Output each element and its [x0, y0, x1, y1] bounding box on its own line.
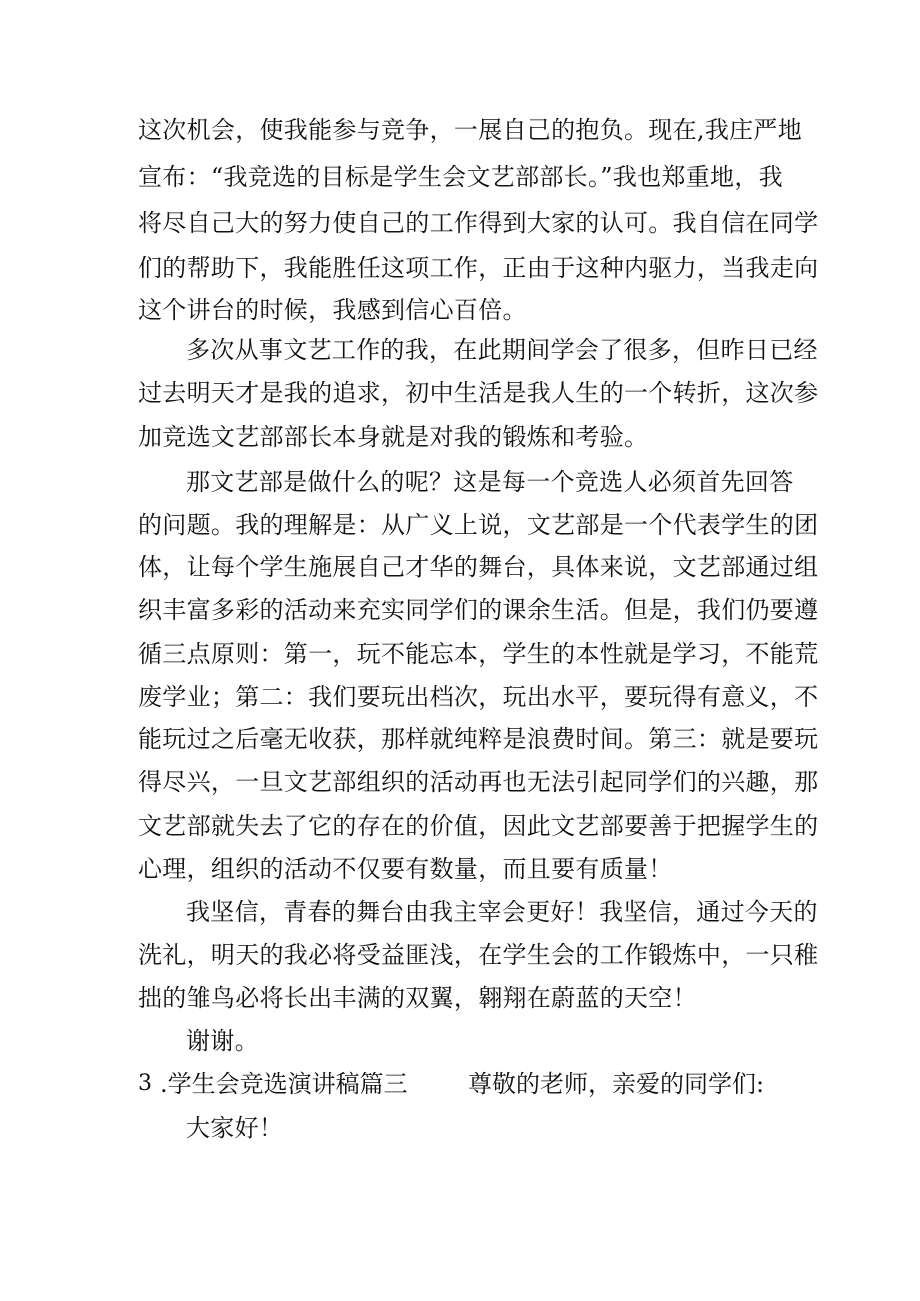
section-number: 3 — [138, 1071, 152, 1096]
text-line: 体，让每个学生施展自己才华的舞台，具体来说，文艺部通过组 — [138, 553, 819, 581]
text-line: 织丰富多彩的活动来充实同学们的课余生活。但是，我们仍要遵 — [138, 596, 819, 624]
closing-line: 大家好！ — [186, 1114, 284, 1142]
text-line: 这次机会，使我能参与竞争，一展自己的抱负。现在,我庄严地 — [138, 116, 803, 144]
text-line: 得尽兴，一旦文艺部组织的活动再也无法引起同学们的兴趣，那 — [138, 768, 819, 796]
text-line: 我坚信，青春的舞台由我主宰会更好！我坚信，通过今天的 — [186, 898, 818, 926]
section-title: .学生会竞选演讲稿篇三 — [160, 1070, 408, 1098]
text-line: 那文艺部是做什么的呢？这是每一个竞选人必须首先回答 — [186, 468, 794, 496]
text-line: 能玩过之后毫无收获，那样就纯粹是浪费时间。第三：就是要玩 — [138, 725, 819, 753]
text-line: 的问题。我的理解是：从广义上说，文艺部是一个代表学生的团 — [138, 511, 819, 539]
text-line: 宣布：“我竞选的目标是学生会文艺部部长。”我也郑重地，我 — [138, 163, 783, 191]
text-line: 废学业；第二：我们要玩出档次，玩出水平，要玩得有意义，不 — [138, 683, 819, 711]
text-line: 拙的雏鸟必将长出丰满的双翼，翱翔在蔚蓝的天空！ — [138, 984, 697, 1012]
text-line: 谢谢。 — [186, 1027, 259, 1055]
text-line: 心理，组织的活动不仅要有数量，而且要有质量！ — [138, 855, 673, 883]
text-line: 将尽自己大的努力使自己的工作得到大家的认可。我自信在同学 — [138, 209, 819, 237]
text-line: 文艺部就失去了它的存在的价值，因此文艺部要善于把握学生的 — [138, 812, 819, 840]
text-line: 加竞选文艺部部长本身就是对我的锻炼和考验。 — [138, 423, 649, 451]
text-line: 这个讲台的时候，我感到信心百倍。 — [138, 296, 527, 324]
text-line: 多次从事文艺工作的我，在此期间学会了很多，但昨日已经 — [186, 336, 818, 364]
text-line: 循三点原则：第一，玩不能忘本，学生的本性就是学习，不能荒 — [138, 640, 819, 668]
text-line: 洗礼，明天的我必将受益匪浅，在学生会的工作锻炼中，一只稚 — [138, 941, 819, 969]
text-line: 过去明天才是我的追求，初中生活是我人生的一个转折，这次参 — [138, 379, 819, 407]
greeting: 尊敬的老师，亲爱的同学们: — [468, 1070, 765, 1098]
text-line: 们的帮助下，我能胜任这项工作，正由于这种内驱力，当我走向 — [138, 254, 819, 282]
